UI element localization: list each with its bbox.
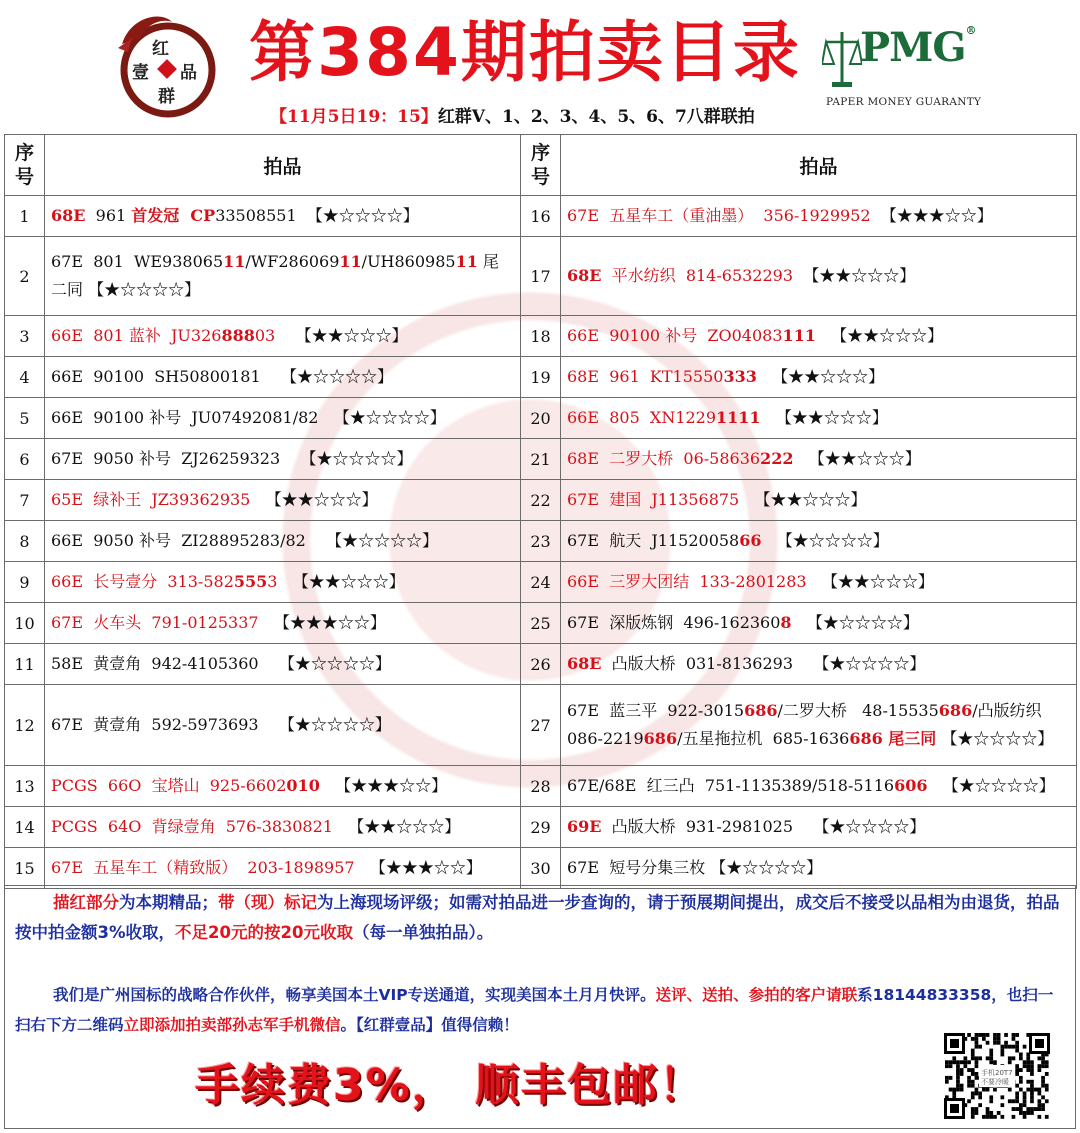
lot-number: 13 bbox=[5, 766, 45, 807]
lot-text-segment: 68E 961 KT15550 bbox=[567, 367, 724, 386]
lot-number: 24 bbox=[521, 562, 561, 603]
lot-text-segment: /五星拖拉机 685-1636 bbox=[677, 729, 850, 748]
lot-text-segment: 67E 黄壹角 592-5973693 【★☆☆☆☆】 bbox=[51, 715, 391, 734]
lot-text-segment: 66 bbox=[739, 531, 762, 550]
table-row bbox=[5, 603, 1077, 644]
lot-text-segment: 【★★☆☆☆】 bbox=[793, 266, 916, 285]
note-text-segment: （每一单独拍品）。 bbox=[352, 923, 494, 942]
table-row bbox=[5, 521, 1077, 562]
lot-number: 15 bbox=[5, 848, 45, 889]
table-row bbox=[5, 644, 1077, 685]
notes-section bbox=[4, 885, 1076, 1129]
lot-text-segment: PCGS 66O 宝塔山 925-6602 bbox=[51, 776, 287, 795]
lot-description bbox=[45, 480, 521, 521]
note-text-segment: 立即添加拍卖部孙志军手机微信 bbox=[123, 1016, 341, 1034]
lot-text-segment: 【★★☆☆☆】 bbox=[793, 449, 921, 468]
header-item-left: 拍品 bbox=[45, 135, 521, 196]
lot-description bbox=[561, 562, 1077, 603]
note-text-segment: 不足20元的按20元收取 bbox=[175, 923, 353, 942]
lot-text-segment: 【★★★☆☆】 bbox=[319, 776, 448, 795]
catalog-body bbox=[5, 196, 1077, 889]
lot-description bbox=[45, 685, 521, 766]
lot-text-segment: 686 bbox=[744, 701, 778, 720]
lot-number: 7 bbox=[5, 480, 45, 521]
lot-text-segment: 67E 五星车工（重油墨） 356-1929952 bbox=[567, 206, 871, 225]
lot-description bbox=[45, 357, 521, 398]
pmg-registered-mark: ® bbox=[965, 24, 976, 37]
lot-text-segment: 【★★☆☆☆】 bbox=[806, 572, 934, 591]
lot-text-segment: 【★★☆☆☆】 bbox=[815, 326, 944, 345]
lot-text-segment: 【★★☆☆☆】 bbox=[250, 490, 378, 509]
lot-text-segment: 【★★☆☆☆】 bbox=[760, 408, 888, 427]
table-row bbox=[5, 316, 1077, 357]
lot-text-segment: 67E 航天 J11520058 bbox=[567, 531, 740, 550]
lot-text-segment: 111 bbox=[782, 326, 816, 345]
lot-text-segment: 686 bbox=[643, 729, 678, 748]
lot-description bbox=[45, 848, 521, 889]
lot-text-segment: 888 bbox=[221, 326, 255, 345]
lot-description bbox=[561, 196, 1077, 237]
lot-description bbox=[45, 439, 521, 480]
lot-text-segment: 68E bbox=[51, 206, 86, 225]
lot-text-segment: 1111 bbox=[716, 408, 761, 427]
lot-description bbox=[45, 196, 521, 237]
lot-text-segment: 67E/68E 红三凸 751-1135389/518-5116 bbox=[567, 776, 895, 795]
note-text-segment: 我们是广州国标的战略合作伙伴，畅享美国本土VIP专送通道，实现美国本土月月快评。 bbox=[53, 986, 656, 1004]
lot-text-segment: 【★☆☆☆☆】 bbox=[927, 776, 1055, 795]
page-title: 第384期拍卖目录 bbox=[249, 14, 801, 91]
lot-number: 26 bbox=[521, 644, 561, 685]
lot-text-segment: 66E 90100 SH50800181 【★☆☆☆☆】 bbox=[51, 367, 393, 386]
lot-text-segment: 68E bbox=[567, 266, 602, 285]
note-text-segment: 带（现）标记 bbox=[218, 893, 317, 912]
lot-number: 22 bbox=[521, 480, 561, 521]
note-text-segment: 描红部分 bbox=[53, 893, 119, 912]
lot-text-segment: 11 bbox=[339, 252, 362, 271]
header-no-right: 序号 bbox=[521, 135, 561, 196]
lot-text-segment: 8 bbox=[780, 613, 792, 632]
header-item-right: 拍品 bbox=[561, 135, 1077, 196]
lot-text-segment: 首发冠 CP bbox=[131, 206, 216, 225]
table-row bbox=[5, 237, 1077, 316]
lot-text-segment: 222 bbox=[760, 449, 794, 468]
lot-text-segment: 67E 短号分集三枚 【★☆☆☆☆】 bbox=[567, 858, 823, 877]
table-row bbox=[5, 562, 1077, 603]
lot-text-segment: 66E 三罗大团结 133-2801283 bbox=[567, 572, 807, 591]
lot-number: 30 bbox=[521, 848, 561, 889]
lot-number: 23 bbox=[521, 521, 561, 562]
lot-text-segment: 69E bbox=[567, 817, 602, 836]
lot-description bbox=[561, 357, 1077, 398]
logo-seal-icon bbox=[110, 8, 220, 118]
lot-number: 29 bbox=[521, 807, 561, 848]
lot-number: 21 bbox=[521, 439, 561, 480]
auction-schedule bbox=[270, 104, 830, 130]
lot-number: 1 bbox=[5, 196, 45, 237]
lot-text-segment: /UH860985 bbox=[361, 252, 456, 271]
table-row bbox=[5, 398, 1077, 439]
lot-text-segment: 【★☆☆☆☆】 bbox=[791, 613, 919, 632]
lot-text-segment: 【★★☆☆☆】 bbox=[756, 367, 885, 386]
lot-description bbox=[45, 766, 521, 807]
lot-description bbox=[561, 398, 1077, 439]
qr-caption: 不要冷暖 bbox=[981, 1078, 1009, 1086]
lot-description bbox=[45, 398, 521, 439]
lot-description bbox=[561, 480, 1077, 521]
lot-text-segment: 66E 801 蓝补 JU326 bbox=[51, 326, 222, 345]
table-row bbox=[5, 196, 1077, 237]
lot-text-segment: 66E 9050 补号 ZI28895283/82 【★☆☆☆☆】 bbox=[51, 531, 439, 550]
lot-text-segment: 68E 二罗大桥 06-58636 bbox=[567, 449, 761, 468]
lot-text-segment: 【★★☆☆☆】 bbox=[332, 817, 461, 836]
lot-number: 12 bbox=[5, 685, 45, 766]
lot-text-segment: 凸版大桥 931-2981025 【★☆☆☆☆】 bbox=[601, 817, 926, 836]
lot-text-segment: 11 bbox=[455, 252, 478, 271]
lot-number: 5 bbox=[5, 398, 45, 439]
qr-caption: 手机20T7 bbox=[981, 1069, 1013, 1077]
lot-number: 11 bbox=[5, 644, 45, 685]
lot-text-segment: 33508551 【★☆☆☆☆】 bbox=[215, 206, 419, 225]
lot-text-segment: 961 bbox=[85, 206, 132, 225]
partnership-note bbox=[15, 980, 1065, 1040]
auction-datetime: 【11月5日19：15】 bbox=[270, 107, 438, 127]
lot-description bbox=[45, 521, 521, 562]
logo-char-qun: 群 bbox=[158, 87, 175, 107]
hongqun-logo bbox=[110, 8, 220, 118]
pmg-logo bbox=[822, 22, 982, 117]
lot-number: 2 bbox=[5, 237, 45, 316]
lot-text-segment: 58E 黄壹角 942-4105360 【★☆☆☆☆】 bbox=[51, 654, 391, 673]
lot-text-segment: 【★★☆☆☆】 bbox=[277, 572, 405, 591]
lot-description bbox=[561, 807, 1077, 848]
pmg-word: PMG bbox=[860, 24, 966, 71]
lot-number: 3 bbox=[5, 316, 45, 357]
lot-description bbox=[45, 644, 521, 685]
table-row bbox=[5, 480, 1077, 521]
terms-note bbox=[15, 888, 1065, 948]
lot-text-segment: 686 尾三同 bbox=[849, 729, 937, 748]
auction-catalog-table bbox=[4, 134, 1077, 889]
note-text-segment: 送评、送拍、参拍的客户请联 bbox=[655, 986, 858, 1004]
table-row bbox=[5, 439, 1077, 480]
scales-icon bbox=[822, 28, 862, 90]
lot-text-segment: 凸版大桥 031-8136293 【★☆☆☆☆】 bbox=[601, 654, 926, 673]
logo-char-hong: 红 bbox=[152, 39, 169, 59]
lot-description bbox=[561, 521, 1077, 562]
lot-text-segment: 平水纺织 814-6532293 bbox=[601, 266, 794, 285]
lot-description bbox=[561, 685, 1077, 766]
lot-text-segment: 606 bbox=[894, 776, 928, 795]
lot-text-segment: 【★★★☆☆】 bbox=[870, 206, 993, 225]
lot-text-segment: 尾二同 【★☆☆☆☆】 bbox=[51, 252, 499, 299]
lot-text-segment: 68E bbox=[567, 654, 602, 673]
lot-number: 18 bbox=[521, 316, 561, 357]
table-row bbox=[5, 766, 1077, 807]
lot-number: 16 bbox=[521, 196, 561, 237]
table-header-row bbox=[5, 135, 1077, 196]
lot-text-segment: 【★★☆☆☆】 bbox=[739, 490, 867, 509]
lot-number: 10 bbox=[5, 603, 45, 644]
logo-char-yi: 壹 bbox=[132, 63, 149, 83]
lot-description bbox=[561, 766, 1077, 807]
lot-description bbox=[45, 807, 521, 848]
auction-groups: 红群V、1、2、3、4、5、6、7八群联拍 bbox=[437, 107, 755, 127]
lot-text-segment: 67E 蓝三平 922-3015 bbox=[567, 701, 745, 720]
lot-number: 17 bbox=[521, 237, 561, 316]
fee-slogan: 手续费3%， 顺丰包邮！ bbox=[195, 1060, 706, 1111]
lot-text-segment: 66E 90100 补号 JU07492081/82 【★☆☆☆☆】 bbox=[51, 408, 446, 427]
table-row bbox=[5, 685, 1077, 766]
catalog-header bbox=[0, 0, 1080, 132]
lot-description bbox=[45, 603, 521, 644]
lot-text-segment: PCGS 64O 背绿壹角 576-3830821 bbox=[51, 817, 333, 836]
lot-text-segment: 66E 805 XN1229 bbox=[567, 408, 717, 427]
note-text-segment: 。【红群壹品】值得信赖！ bbox=[340, 1016, 519, 1034]
logo-char-pin: 品 bbox=[180, 63, 197, 83]
lot-text-segment: 3 bbox=[267, 572, 278, 591]
note-text-segment: 系18144833358，也扫一扫右下方二维码 bbox=[15, 986, 1054, 1034]
lot-text-segment: 67E 建国 J11356875 bbox=[567, 490, 740, 509]
lot-text-segment: 67E 火车头 791-0125337 bbox=[51, 613, 259, 632]
lot-description bbox=[45, 562, 521, 603]
lot-text-segment: 010 bbox=[286, 776, 320, 795]
wechat-qr-code[interactable] bbox=[941, 1031, 1053, 1121]
lot-number: 19 bbox=[521, 357, 561, 398]
lot-number: 27 bbox=[521, 685, 561, 766]
lot-description bbox=[561, 603, 1077, 644]
lot-number: 14 bbox=[5, 807, 45, 848]
lot-text-segment: 【★☆☆☆☆】 bbox=[761, 531, 889, 550]
lot-number: 20 bbox=[521, 398, 561, 439]
lot-text-segment: 66E 90100 补号 ZO04083 bbox=[567, 326, 783, 345]
lot-description bbox=[45, 316, 521, 357]
lot-text-segment: /凸版纺织 086-2219 bbox=[567, 701, 1047, 748]
lot-description bbox=[561, 848, 1077, 889]
lot-text-segment: 555 bbox=[233, 572, 268, 591]
lot-number: 4 bbox=[5, 357, 45, 398]
note-text-segment: 为本期精品； bbox=[119, 893, 218, 912]
lot-text-segment: 66E 长号壹分 313-582 bbox=[51, 572, 234, 591]
header-no-left: 序号 bbox=[5, 135, 45, 196]
lot-number: 28 bbox=[521, 766, 561, 807]
lot-number: 9 bbox=[5, 562, 45, 603]
table-row bbox=[5, 848, 1077, 889]
lot-text-segment: 67E 9050 补号 ZJ26259323 【★☆☆☆☆】 bbox=[51, 449, 413, 468]
lot-text-segment: 【★☆☆☆☆】 bbox=[936, 729, 1054, 748]
table-row bbox=[5, 357, 1077, 398]
lot-number: 8 bbox=[5, 521, 45, 562]
lot-text-segment: 11 bbox=[223, 252, 246, 271]
lot-text-segment: 【★★★☆☆】 bbox=[354, 858, 482, 877]
pmg-wordmark bbox=[860, 24, 976, 71]
lot-text-segment: 67E 五星车工（精致版） 203-1898957 bbox=[51, 858, 355, 877]
qr-code-icon bbox=[941, 1031, 1053, 1121]
lot-text-segment: 686 bbox=[938, 701, 973, 720]
lot-text-segment: /二罗大桥 48-15535 bbox=[777, 701, 939, 720]
lot-text-segment: /WF286069 bbox=[245, 252, 340, 271]
lot-description bbox=[561, 644, 1077, 685]
lot-number: 6 bbox=[5, 439, 45, 480]
lot-description bbox=[561, 237, 1077, 316]
lot-text-segment: 67E 深版炼钢 496-162360 bbox=[567, 613, 781, 632]
lot-description bbox=[561, 316, 1077, 357]
table-row bbox=[5, 807, 1077, 848]
lot-text-segment: 65E 绿补王 JZ39362935 bbox=[51, 490, 251, 509]
pmg-tagline: PAPER MONEY GUARANTY bbox=[826, 96, 982, 108]
lot-description bbox=[45, 237, 521, 316]
lot-text-segment: 333 bbox=[723, 367, 757, 386]
lot-text-segment: 03 bbox=[254, 326, 276, 345]
lot-text-segment: 【★★★☆☆】 bbox=[258, 613, 386, 632]
lot-text-segment: 【★★☆☆☆】 bbox=[275, 326, 408, 345]
note-text-segment: 为上海现场评级；如需对拍品进一步查询的，请于预展期间提出，成交后不接受以品相为由退货，拍品按中拍金额3%收取， bbox=[15, 893, 1060, 942]
lot-text-segment: 67E 801 WE938065 bbox=[51, 252, 224, 271]
lot-description bbox=[561, 439, 1077, 480]
lot-number: 25 bbox=[521, 603, 561, 644]
